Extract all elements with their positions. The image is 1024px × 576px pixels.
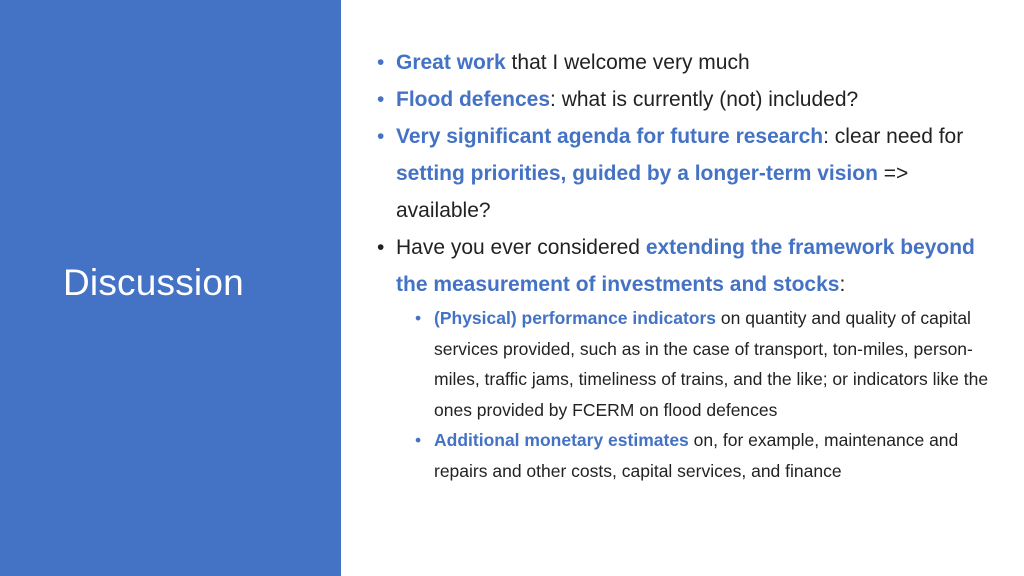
sub-bullet-text: on quantity and quality of capital services provided, such as in the case of transport, ton-miles, person-miles, traffic jams, timeliness of trains, and the like; or indicators like the ones provided by FCERM on flood defences <box>434 308 989 420</box>
bullet-marker: • <box>377 88 385 111</box>
bullet-text: : clear need for <box>823 125 964 148</box>
sub-bullet-marker: • <box>415 308 422 328</box>
bullet-highlight-2: setting priorities, guided by a longer-term vision <box>396 162 878 185</box>
sub-bullet-highlight: Additional monetary estimates <box>434 430 689 450</box>
bullet-text: : what is currently (not) included? <box>550 88 859 111</box>
bullet-marker: • <box>377 51 385 74</box>
sub-bullet-marker: • <box>415 430 422 450</box>
bullet-text: Have you ever considered <box>396 236 646 259</box>
bullet-marker: • <box>377 236 385 259</box>
slide-title: Discussion <box>63 262 244 303</box>
sub-bullet-list <box>396 303 1004 486</box>
bullet-item <box>374 44 1004 81</box>
sub-bullet-item <box>396 425 1004 486</box>
bullet-marker: • <box>377 125 385 148</box>
bullet-text-2: : <box>839 273 846 296</box>
title-panel <box>0 0 341 576</box>
bullet-highlight: Flood defences <box>396 88 551 111</box>
bullet-highlight: Very significant agenda for future research <box>396 125 824 148</box>
bullet-list <box>374 44 1004 486</box>
sub-bullet-highlight: (Physical) performance indicators <box>434 308 717 328</box>
bullet-item <box>374 81 1004 118</box>
sub-bullet-item <box>396 303 1004 425</box>
bullet-item <box>374 118 1004 229</box>
bullet-text-2: => available? <box>396 162 909 222</box>
sub-bullet-text: on, for example, maintenance and repairs and other costs, capital services, and finance <box>434 430 959 481</box>
bullet-highlight: extending the framework beyond the measurement of investments and stocks <box>396 236 975 296</box>
content-area <box>374 44 1004 486</box>
bullet-highlight: Great work <box>396 51 506 74</box>
bullet-item <box>374 229 1004 486</box>
bullet-text: that I welcome very much <box>505 51 750 74</box>
